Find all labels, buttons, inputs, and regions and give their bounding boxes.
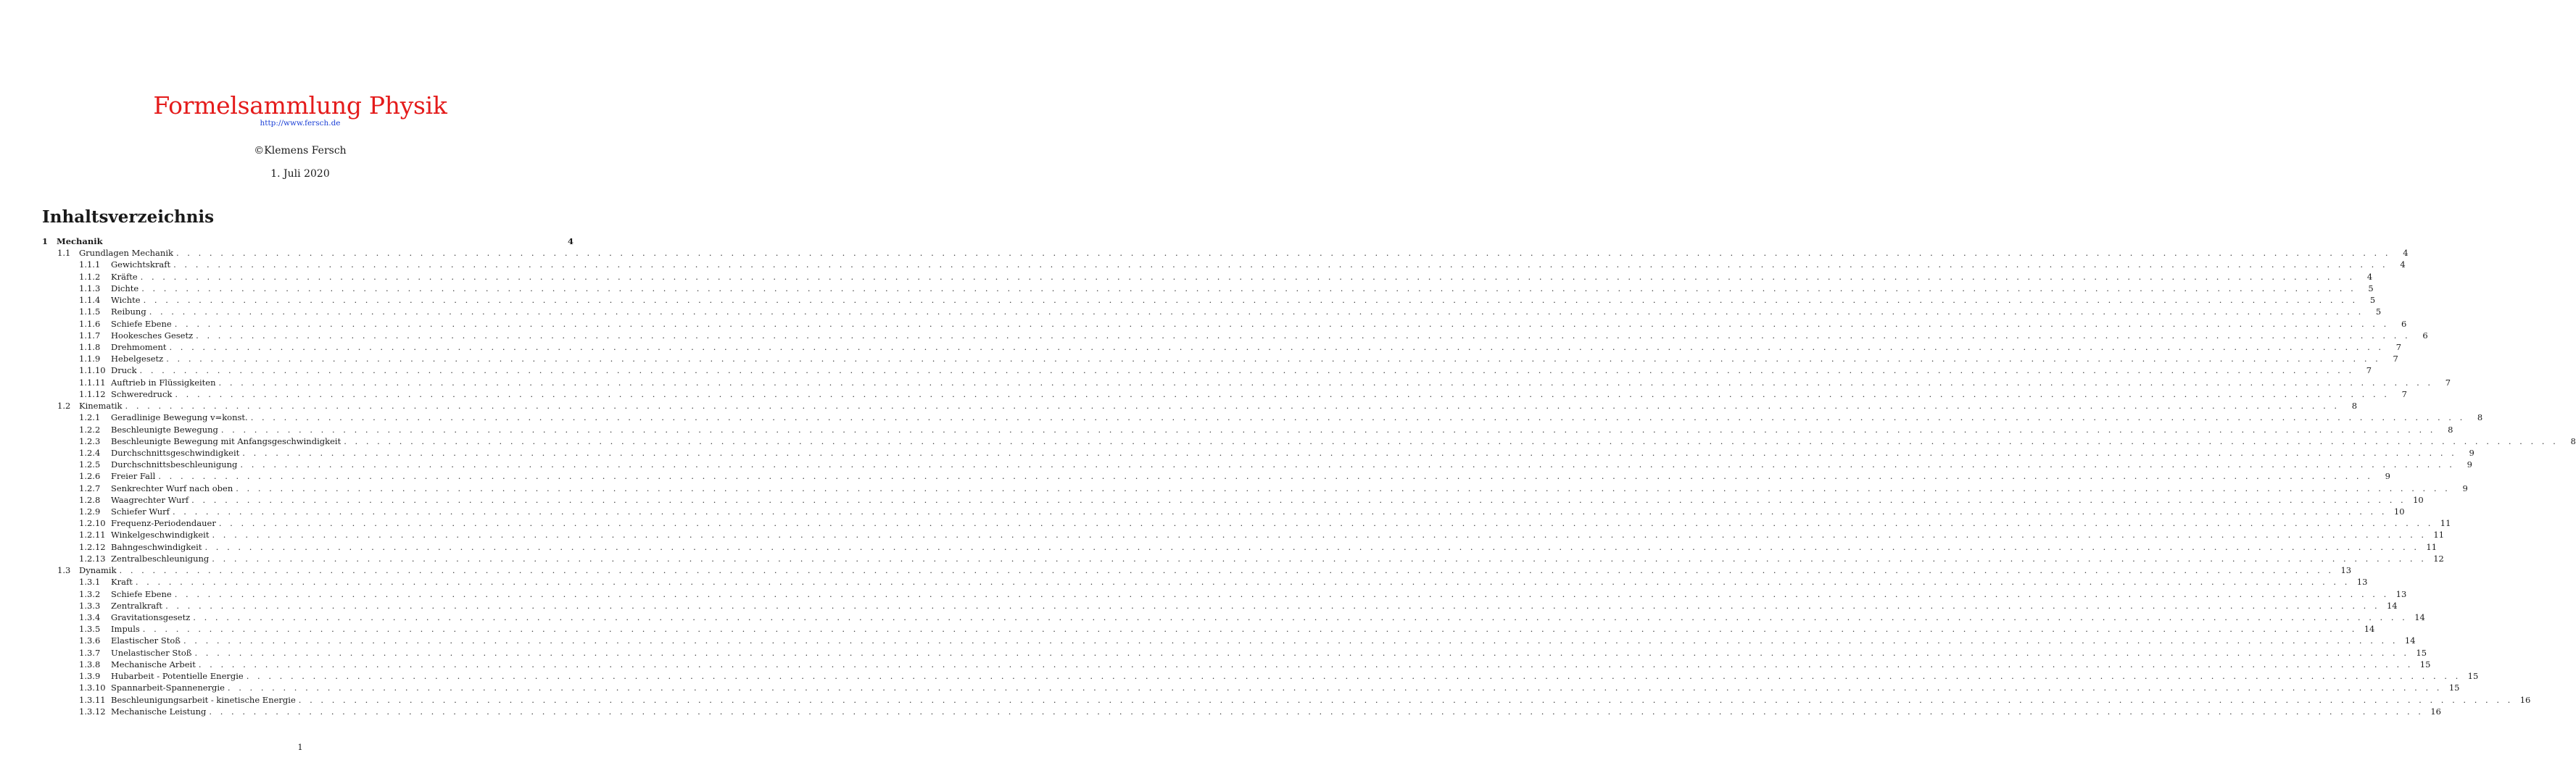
toc-entry-page: 13 (2395, 588, 2407, 599)
toc-entry-number: 1.2.7 (79, 483, 101, 493)
toc-entry-label: Beschleunigte Bewegung mit Anfangsgeschwindigkeit (111, 435, 341, 446)
toc-entry-page: 8 (2570, 435, 2576, 446)
toc-entry-page: 5 (2369, 295, 2376, 306)
toc-entry-label: Hubarbeit - Potentielle Energie (111, 671, 244, 682)
toc-entry-label: Mechanische Leistung (111, 706, 207, 717)
toc-entry-number: 1.1.1 (79, 259, 101, 270)
toc-entry-label: Wichte (111, 295, 141, 306)
toc-entry-label: Mechanische Arbeit (111, 659, 196, 669)
toc-dot-leader: . . . . . . . . . . . . . . . . . . . . . . . . . . . . . . . . . . . . . . . . . . . . . . . . . . . . . . . . . . . . . . . . . . . . . . . . . . . . . . . . . . . . . . . . . . . . . . . . . . . . . . . . . . . . . . . . . . . . . . . . . . . . . . . . . . . . . . . . . . . . . . . . . . . . . . . . . . . . . . . . . . . . . . . . . . . . . . . . . . . . . . . . . . . . . . . . . . . . . . . . (240, 459, 2455, 470)
toc-entry[interactable] (42, 470, 2390, 482)
toc-entry-page: 6 (2401, 318, 2407, 329)
toc-dot-leader: . . . . . . . . . . . . . . . . . . . . . . . . . . . . . . . . . . . . . . . . . . . . . . . . . . . . . . . . . . . . . . . . . . . . . . . . . . . . . . . . . . . . . . . . . . . . . . . . . . . . . . . . . . . . . . . . . . . . . . . . . . . . . . . . . . . . . . . . . . . . . . . . . . . . . . . . . . . . . . . . . . . . . . . . . . . . . . . . . . . . . . . . . . . . . . . . . . . . . . . . (175, 248, 2391, 259)
toc-entry-page: 10 (2393, 506, 2405, 517)
toc-entry-label: Zentralbeschleunigung (111, 553, 210, 564)
toc-entry-number: 1.2.4 (79, 447, 101, 458)
toc-dot-leader: . . . . . . . . . . . . . . . . . . . . . . . . . . . . . . . . . . . . . . . . . . . . . . . . . . . . . . . . . . . . . . . . . . . . . . . . . . . . . . . . . . . . . . . . . . . . . . . . . . . . . . . . . . . . . . . . . . . . . . . . . . . . . . . . . . . . . . . . . . . . . . . . . . . . . . . . . . . . . . . . . . . . . . . . . . . . . . . . . . . . . . . . . . . . . . . . . . . . . . . . (175, 388, 2390, 399)
toc-entry[interactable] (42, 388, 2407, 400)
toc-entry[interactable] (42, 553, 2444, 564)
toc-entry-label: Unelastischer Stoß (111, 647, 192, 658)
toc-entry[interactable] (42, 670, 2479, 682)
toc-entry-page: 11 (2440, 518, 2451, 529)
toc-dot-leader: . . . . . . . . . . . . . . . . . . . . . . . . . . . . . . . . . . . . . . . . . . . . . . . . . . . . . . . . . . . . . . . . . . . . . . . . . . . . . . . . . . . . . . . . . . . . . . . . . . . . . . . . . . . . . . . . . . . . . . . . . . . . . . . . . . . . . . . . . . . . . . . . . . . . . . . . . . . . . . . . . . . . . . . . . . . . . . . . . . . . . . . . . . . . . . . . . . . . . . . . (158, 471, 2373, 482)
toc-entry-number: 1 (42, 236, 49, 246)
toc-entry-number: 1.3 (57, 565, 71, 576)
toc-entry-label: Mechanik (57, 236, 103, 246)
toc-entry[interactable] (42, 647, 2427, 659)
toc-entry-label: Hookesches Gesetz (111, 330, 194, 341)
toc-entry-label: Gewichtskraft (111, 259, 171, 270)
toc-dot-leader: . . . . . . . . . . . . . . . . . . . . . . . . . . . . . . . . . . . . . . . . . . . . . . . . . . . . . . . . . . . . . . . . . . . . . . . . . . . . . . . . . . . . . . . . . . . . . . . . . . . . . . . . . . . . . . . . . . . . . . . . . . . . . . . . . . . . . . . . . . . . . . . . . . . . . . . . . . . . . . . . . . . . . . . . . . . . . . . . . . . . . . . . . . . . . . . . . . . . . . . . (236, 483, 2451, 493)
toc-entry-page: 14 (2414, 612, 2425, 622)
toc-entry-label: Elastischer Stoß (111, 635, 181, 646)
toc-entry-label: Grundlagen Mechanik (79, 248, 173, 259)
toc-entry[interactable] (42, 447, 2474, 459)
toc-entry-number: 1.2.10 (79, 518, 106, 529)
toc-entry-label: Waagrechter Wurf (111, 494, 189, 505)
toc-entry-page: 4 (2366, 271, 2373, 282)
toc-dot-leader: . . . . . . . . . . . . . . . . . . . . . . . . . . . . . . . . . . . . . . . . . . . . . . . . . . . . . . . . . . . . . . . . . . . . . . . . . . . . . . . . . . . . . . . . . . . . . . . . . . . . . . . . . . . . . . . . . . . . . . . . . . . . . . . . . . . . . . . . . . . . . . . . . . . . . . . . . . . . . . . . . . . . . . . . . . . . . . . . . . . . . . . . . . . . . . . . . . . . . . . . (166, 354, 2381, 364)
toc-dot-leader: . . . . . . . . . . . . . . . . . . . . . . . . . . . . . . . . . . . . . . . . . . . . . . . . . . . . . . . . . . . . . . . . . . . . . . . . . . . . . . . . . . . . . . . . . . . . . . . . . . . . . . . . . . . . . . . . . . . . . . . . . . . . . . . . . . . . . . . . . . . . . . . . . . . . . . . . . . . . . . . . . . . . . . . . . . . . . . . . . . . . . . . . . . . . . . . . . . . . . . . . (119, 565, 2335, 576)
toc-entry[interactable] (42, 330, 2428, 341)
toc-entry[interactable] (42, 506, 2405, 517)
toc-entry[interactable] (42, 682, 2460, 693)
toc-entry-page: 15 (2416, 647, 2427, 658)
toc-entry-page: 4 (2400, 259, 2406, 270)
toc-dot-leader: . . . . . . . . . . . . . . . . . . . . . . . . . . . . . . . . . . . . . . . . . . . . . . . . . . . . . . . . . . . . . . . . . . . . . . . . . . . . . . . . . . . . . . . . . . . . . . . . . . . . . . . . . . . . . . . . . . . . . . . . . . . . . . . . . . . . . . . . . . . . . . . . . . . . . . . . . . . . . . . . . . . . . . . . . . . . . . . . . . . . . . . . . . . . . . . . . . . . . . . . (142, 624, 2358, 635)
toc-entry-number: 1.3.3 (79, 600, 101, 611)
toc-dot-leader: . . . . . . . . . . . . . . . . . . . . . . . . . . . . . . . . . . . . . . . . . . . . . . . . . . . . . . . . . . . . . . . . . . . . . . . . . . . . . . . . . . . . . . . . . . . . . . . . . . . . . . . . . . . . . . . . . . . . . . . . . . . . . . . . . . . . . . . . . . . . . . . . . . . . . . . . . . . . . . . . . . . . . . . . . . . . . . . . . . . . . . . . . . . . . . . . . . . . . . . . (191, 494, 2406, 505)
toc-entry-page: 14 (2404, 635, 2416, 646)
toc-entry-label: Hebelgesetz (111, 354, 164, 364)
toc-entry-page: 14 (2364, 624, 2375, 635)
toc-entry-label: Spannarbeit-Spannenergie (111, 683, 225, 693)
toc-entry-number: 1.3.11 (79, 694, 106, 705)
toc-entry-number: 1.2.6 (79, 471, 101, 482)
toc-dot-leader: . . . . . . . . . . . . . . . . . . . . . . . . . . . . . . . . . . . . . . . . . . . . . . . . . . . . . . . . . . . . . . . . . . . . . . . . . . . . . . . . . . . . . . . . . . . . . . . . . . . . . . . . . . . . . . . . . . . . . . . . . . . . . . . . . . . . . . . . . . . . . . . . . . . . . . . . . . . . . . . . . . . . . . . . . . . . . . . . . . . . . . . . . . . . . . . . . . . . . . . . (212, 530, 2427, 541)
toc-entry-number: 1.1.9 (79, 354, 101, 364)
toc-dot-leader: . . . . . . . . . . . . . . . . . . . . . . . . . . . . . . . . . . . . . . . . . . . . . . . . . . . . . . . . . . . . . . . . . . . . . . . . . . . . . . . . . . . . . . . . . . . . . . . . . . . . . . . . . . . . . . . . . . . . . . . . . . . . . . . . . . . . . . . . . . . . . . . . . . . . . . . . . . . . . . . . . . . . . . . . . . . . . . . . . . . . . . . . . . . . . . . . . . . . . . . . (183, 635, 2398, 646)
toc-entry-label: Beschleunigungsarbeit - kinetische Energie (111, 694, 296, 705)
toc-dot-leader: . . . . . . . . . . . . . . . . . . . . . . . . . . . . . . . . . . . . . . . . . . . . . . . . . . . . . . . . . . . . . . . . . . . . . . . . . . . . . . . . . . . . . . . . . . . . . . . . . . . . . . . . . . . . . . . . . . . . . . . . . . . . . . . . . . . . . . . . . . . . . . . . . . . . . . . . . . . . . . . . . . . . . . . . . . . . . . . . . . . . . . . . . . . . . . . . . . . . . . . . (194, 647, 2410, 658)
toc-entry-number: 1.1.12 (79, 388, 106, 399)
toc-entry[interactable] (42, 459, 2472, 470)
toc-dot-leader: . . . . . . . . . . . . . . . . . . . . . . . . . . . . . . . . . . . . . . . . . . . . . . . . . . . . . . . . . . . . . . . . . . . . . . . . . . . . . . . . . . . . . . . . . . . . . . . . . . . . . . . . . . . . . . . . . . . . . . . . . . . . . . . . . . . . . . . . . . . . . . . . . . . . . . . . . . . . . . . . . . . . . . . . . . . . . . . . . . . . . . . . . . . . . . . . . . . . . . . . (212, 553, 2427, 564)
toc-entry-number: 1.3.1 (79, 577, 101, 588)
toc-entry[interactable] (42, 483, 2468, 494)
toc-entry-number: 1.2.3 (79, 435, 101, 446)
toc-dot-leader: . . . . . . . . . . . . . . . . . . . . . . . . . . . . . . . . . . . . . . . . . . . . . . . . . . . . . . . . . . . . . . . . . . . . . . . . . . . . . . . . . . . . . . . . . . . . . . . . . . . . . . . . . . . . . . . . . . . . . . . . . . . . . . . . . . . . . . . . . . . . . . . . . . . . . . . . . . . . . . . . . . . . . . . . . . . . . . . . . . . . . . . . . . . . . . . . . . . . . . . . (149, 306, 2364, 317)
toc-entry[interactable] (42, 259, 2406, 270)
toc-entry-number: 1.1.2 (79, 271, 101, 282)
toc-entry-number: 1.2.5 (79, 459, 101, 470)
toc-dot-leader: . . . . . . . . . . . . . . . . . . . . . . . . . . . . . . . . . . . . . . . . . . . . . . . . . . . . . . . . . . . . . . . . . . . . . . . . . . . . . . . . . . . . . . . . . . . . . . . . . . . . . . . . . . . . . . . . . . . . . . . . . . . . . . . . . . . . . . . . . . . . . . . . . . . . . . . . . . . . . . . . . . . . . . . . . . . . . . . . . . . . . . . . . . . . . . . . . . . . . . . . (174, 588, 2390, 599)
table-of-contents (42, 235, 2576, 717)
toc-entry[interactable] (42, 588, 2407, 600)
toc-entry-page: 4 (567, 236, 573, 246)
toc-entry[interactable] (42, 306, 2382, 317)
toc-entry[interactable] (42, 353, 2398, 364)
toc-entry-number: 1.1.4 (79, 295, 101, 306)
toc-entry-label: Drehmoment (111, 341, 167, 352)
toc-entry-number: 1.3.8 (79, 659, 101, 669)
toc-entry[interactable] (42, 412, 2483, 423)
toc-entry-page: 9 (2385, 471, 2390, 482)
toc-entry[interactable] (42, 659, 2431, 670)
toc-entry-page: 16 (2519, 694, 2531, 705)
toc-dot-leader: . . . . . . . . . . . . . . . . . . . . . . . . . . . . . . . . . . . . . . . . . . . . . . . . . . . . . . . . . . . . . . . . . . . . . . . . . . . . . . . . . . . . . . . . . . . . . . . . . . . . . . . . . . . . . . . . . . . . . . . . . . . . . . . . . . . . . . . . . . . . . . . . . . . . . . . . . . . . . . . . . . . . . . . . . . . . . . . . . . . . . . . . . . . . . . . . . . . . . . . . (193, 612, 2408, 622)
toc-entry-page: 9 (2469, 447, 2474, 458)
toc-dot-leader: . . . . . . . . . . . . . . . . . . . . . . . . . . . . . . . . . . . . . . . . . . . . . . . . . . . . . . . . . . . . . . . . . . . . . . . . . . . . . . . . . . . . . . . . . . . . . . . . . . . . . . . . . . . . . . . . . . . . . . . . . . . . . . . . . . . . . . . . . . . . . . . . . . . . . . . . . . . . . . . . . . . . . . . . . . . . . . . . . . . . . . . . . . . . . . . . . . . . . . . . (242, 447, 2457, 458)
toc-entry-page: 12 (2433, 553, 2444, 564)
toc-entry-label: Winkelgeschwindigkeit (111, 530, 210, 541)
toc-entry-number: 1.2 (57, 401, 71, 412)
toc-entry-number: 1.3.4 (79, 612, 101, 622)
toc-entry-page: 7 (2445, 377, 2451, 388)
author: ©Klemens Fersch (254, 145, 347, 157)
toc-entry-number: 1.3.10 (79, 683, 106, 693)
toc-dot-leader: . . . . . . . . . . . . . . . . . . . . . . . . . . . . . . . . . . . . . . . . . . . . . . . . . . . . . . . . . . . . . . . . . . . . . . . . . . . . . . . . . . . . . . . . . . . . . . . . . . . . . . . . . . . . . . . . . . . . . . . . . . . . . . . . . . . . . . . . . . . . . . . . . . . . . . . . . . . . . . . . . . . . . . . . . . . . . . . . . . . . . . . . . . . . . . . . . . . . . . . . (165, 600, 2380, 611)
toc-entry-page: 13 (2356, 577, 2368, 588)
toc-entry-label: Impuls (111, 624, 140, 635)
toc-entry-label: Geradlinige Bewegung v=konst. (111, 412, 248, 423)
toc-dot-leader: . . . . . . . . . . . . . . . . . . . . . . . . . . . . . . . . . . . . . . . . . . . . . . . . . . . . . . . . . . . . . . . . . . . . . . . . . . . . . . . . . . . . . . . . . . . . . . . . . . . . . . . . . . . . . . . . . . . . . . . . . . . . . . . . . . . . . . . . . . . . . . . . . . . . . . . . . . . . . . . . . . . . . . . . . . . . . . . . . . . . . . . . . . . . . . . . . . . . . . . . (139, 365, 2355, 376)
toc-dot-leader: . . . . . . . . . . . . . . . . . . . . . . . . . . . . . . . . . . . . . . . . . . . . . . . . . . . . . . . . . . . . . . . . . . . . . . . . . . . . . . . . . . . . . . . . . . . . . . . . . . . . . . . . . . . . . . . . . . . . . . . . . . . . . . . . . . . . . . . . . . . . . . . . . . . . . . . . . . . . . . . . . . . . . . . . . . . . . . . . . . . . . . . . . . . . . . . . . . . . . . . . (218, 518, 2434, 529)
toc-entry[interactable] (42, 283, 2374, 294)
toc-dot-leader: . . . . . . . . . . . . . . . . . . . . . . . . . . . . . . . . . . . . . . . . . . . . . . . . . . . . . . . . . . . . . . . . . . . . . . . . . . . . . . . . . . . . . . . . . . . . . . . . . . . . . . . . . . . . . . . . . . . . . . . . . . . . . . . . . . . . . . . . . . . . . . . . . . . . . . . . . . . . . . . . . . . . . . . . . . . . . . . . . . . . . . . . . . . . . . . . . . . . . . . . (204, 541, 2420, 552)
document-title: Formelsammlung Physik (153, 91, 447, 120)
toc-entry-number: 1.3.12 (79, 706, 106, 717)
toc-entry[interactable] (42, 341, 2402, 353)
toc-entry-label: Auftrieb in Flüssigkeiten (111, 377, 216, 388)
toc-entry-page: 11 (2426, 541, 2438, 552)
toc-dot-leader: . . . . . . . . . . . . . . . . . . . . . . . . . . . . . . . . . . . . . . . . . . . . . . . . . . . . . . . . . . . . . . . . . . . . . . . . . . . . . . . . . . . . . . . . . . . . . . . . . . . . . . . . . . . . . . . . . . . . . . . . . . . . . . . . . . . . . . . . . . . . . . . . . . . . . . . . . . . . . . . . . . . . . . . . . . . . . . . . . . . . . . . . . . . . . . . . . . . . . . . . (169, 341, 2385, 352)
toc-entry[interactable] (42, 635, 2416, 646)
toc-entry-label: Kraft (111, 577, 133, 588)
toc-entry-page: 7 (2366, 365, 2372, 376)
toc-entry-page: 14 (2386, 600, 2398, 611)
toc-heading: Inhaltsverzeichnis (42, 207, 215, 227)
toc-entry-number: 1.1.11 (79, 377, 106, 388)
toc-entry-number: 1.3.6 (79, 635, 101, 646)
toc-entry-number: 1.3.9 (79, 671, 101, 682)
toc-entry-page: 9 (2462, 483, 2468, 493)
toc-dot-leader: . . . . . . . . . . . . . . . . . . . . . . . . . . . . . . . . . . . . . . . . . . . . . . . . . . . . . . . . . . . . . . . . . . . . . . . . . . . . . . . . . . . . . . . . . . . . . . . . . . . . . . . . . . . . . . . . . . . . . . . . . . . . . . . . . . . . . . . . . . . . . . . . . . . . . . . . . . . . . . . . . . . . . . . . . . . . . . . . . . . . . . . . . . . . . . . . . . . . . . . . (298, 694, 2514, 705)
toc-entry-number: 1.2.9 (79, 506, 101, 517)
toc-dot-leader: . . . . . . . . . . . . . . . . . . . . . . . . . . . . . . . . . . . . . . . . . . . . . . . . . . . . . . . . . . . . . . . . . . . . . . . . . . . . . . . . . . . . . . . . . . . . . . . . . . . . . . . . . . . . . . . . . . . . . . . . . . . . . . . . . . . . . . . . . . . . . . . . . . . . . . . . . . . . . . . . . . . . . . . . . . . . . . . . . . . . . . . . . . . . . . . . . . . . . . . . (344, 435, 2559, 446)
toc-dot-leader: . . . . . . . . . . . . . . . . . . . . . . . . . . . . . . . . . . . . . . . . . . . . . . . . . . . . . . . . . . . . . . . . . . . . . . . . . . . . . . . . . . . . . . . . . . . . . . . . . . . . . . . . . . . . . . . . . . . . . . . . . . . . . . . . . . . . . . . . . . . . . . . . . . . . . . . . . . . . . . . . . . . . . . . . . . . . . . . . . . . . . . . . . . . . . . . . . . . . . . . . (140, 271, 2356, 282)
toc-entry-number: 1.1.3 (79, 283, 101, 293)
toc-dot-leader: . . . . . . . . . . . . . . . . . . . . . . . . . . . . . . . . . . . . . . . . . . . . . . . . . . . . . . . . . . . . . . . . . . . . . . . . . . . . . . . . . . . . . . . . . . . . . . . . . . . . . . . . . . . . . . . . . . . . . . . . . . . . . . . . . . . . . . . . . . . . . . . . . . . . . . . . . . . . . . . . . . . . . . . . . . . . . . . . . . . . . . . . . . . . . . . . . . . . . . . . (250, 412, 2466, 423)
toc-entry[interactable] (42, 424, 2453, 435)
toc-entry-page: 15 (2419, 659, 2431, 669)
toc-entry-page: 5 (2368, 283, 2374, 293)
toc-entry-page: 5 (2375, 306, 2382, 317)
toc-entry-label: Druck (111, 365, 137, 376)
toc-entry[interactable] (42, 318, 2407, 330)
toc-entry-number: 1.1.5 (79, 306, 101, 317)
toc-entry-page: 7 (2401, 388, 2407, 399)
toc-entry[interactable] (42, 271, 2373, 283)
toc-entry-label: Zentralkraft (111, 600, 163, 611)
toc-dot-leader: . . . . . . . . . . . . . . . . . . . . . . . . . . . . . . . . . . . . . . . . . . . . . . . . . . . . . . . . . . . . . . . . . . . . . . . . . . . . . . . . . . . . . . . . . . . . . . . . . . . . . . . . . . . . . . . . . . . . . . . . . . . . . . . . . . . . . . . . . . . . . . . . . . . . . . . . . . . . . . . . . . . . . . . . . . . . . . . . . . . . . . . . . . . . . . . . . . . . . . . . (246, 671, 2461, 682)
toc-entry-page: 15 (2467, 671, 2479, 682)
toc-entry[interactable] (42, 706, 2441, 717)
toc-entry[interactable] (42, 612, 2425, 623)
toc-entry-label: Durchschnittsgeschwindigkeit (111, 447, 240, 458)
toc-entry-page: 11 (2433, 530, 2445, 541)
toc-entry-number: 1.1.6 (79, 318, 101, 329)
toc-dot-leader: . . . . . . . . . . . . . . . . . . . . . . . . . . . . . . . . . . . . . . . . . . . . . . . . . . . . . . . . . . . . . . . . . . . . . . . . . . . . . . . . . . . . . . . . . . . . . . . . . . . . . . . . . . . . . . . . . . . . . . . . . . . . . . . . . . . . . . . . . . . . . . . . . . . . . . . . . . . . . . . . . . . . . . . . . . . . . . . . . . . . . . . . . . . . . . . . . . . . . . . . (141, 283, 2356, 293)
toc-dot-leader: . . . . . . . . . . . . . . . . . . . . . . . . . . . . . . . . . . . . . . . . . . . . . . . . . . . . . . . . . . . . . . . . . . . . . . . . . . . . . . . . . . . . . . . . . . . . . . . . . . . . . . . . . . . . . . . . . . . . . . . . . . . . . . . . . . . . . . . . . . . . . . . . . . . . . . . . . . . . . . . . . . . . . . . . . . . . . . . . . . . . . . . . . . . . . . . . . . . . . . . . (174, 318, 2390, 329)
toc-entry[interactable] (42, 541, 2438, 553)
toc-dot-leader: . . . . . . . . . . . . . . . . . . . . . . . . . . . . . . . . . . . . . . . . . . . . . . . . . . . . . . . . . . . . . . . . . . . . . . . . . . . . . . . . . . . . . . . . . . . . . . . . . . . . . . . . . . . . . . . . . . . . . . . . . . . . . . . . . . . . . . . . . . . . . . . . . . . . . . . . . . . . . . . . . . . . . . . . . . . . . . . . . . . . . . . . . . . . . . . . . . . . . . . . (220, 424, 2436, 435)
toc-dot-leader: . . . . . . . . . . . . . . . . . . . . . . . . . . . . . . . . . . . . . . . . . . . . . . . . . . . . . . . . . . . . . . . . . . . . . . . . . . . . . . . . . . . . . . . . . . . . . . . . . . . . . . . . . . . . . . . . . . . . . . . . . . . . . . . . . . . . . . . . . . . . . . . . . . . . . . . . . . . . . . . . . . . . . . . . . . . . . . . . . . . . . . . . . . . . . . . . . . . . . . . . (125, 401, 2340, 412)
toc-entry-number: 1.3.7 (79, 647, 101, 658)
toc-entry[interactable] (42, 576, 2368, 588)
toc-entry-number: 1.3.5 (79, 624, 101, 635)
toc-entry[interactable] (42, 435, 2576, 447)
toc-dot-leader: . . . . . . . . . . . . . . . . . . . . . . . . . . . . . . . . . . . . . . . . . . . . . . . . . . . . . . . . . . . . . . . . . . . . . . . . . . . . . . . . . . . . . . . . . . . . . . . . . . . . . . . . . . . . . . . . . . . . . . . . . . . . . . . . . . . . . . . . . . . . . . . . . . . . . . . . . . . . . . . . . . . . . . . . . . . . . . . . . . . . . . . . . . . . . . . . . . . . . . . . (196, 330, 2411, 341)
toc-entry[interactable] (42, 235, 573, 247)
toc-entry[interactable] (42, 364, 2372, 376)
toc-entry-label: Dichte (111, 283, 139, 293)
toc-entry-page: 8 (2448, 424, 2453, 435)
toc-dot-leader: . . . . . . . . . . . . . . . . . . . . . . . . . . . . . . . . . . . . . . . . . . . . . . . . . . . . . . . . . . . . . . . . . . . . . . . . . . . . . . . . . . . . . . . . . . . . . . . . . . . . . . . . . . . . . . . . . . . . . . . . . . . . . . . . . . . . . . . . . . . . . . . . . . . . . . . . . . . . . . . . . . . . . . . . . . . . . . . . . . . . . . . . . . . . . . . . . . . . . . . . (198, 659, 2414, 669)
toc-entry-label: Reibung (111, 306, 146, 317)
toc-entry[interactable] (42, 529, 2445, 541)
toc-entry-label: Frequenz-Periodendauer (111, 518, 216, 529)
toc-entry-page: 6 (2422, 330, 2428, 341)
toc-entry-number: 1.2.11 (79, 530, 106, 541)
toc-entry-number: 1.2.13 (79, 553, 106, 564)
toc-entry[interactable] (42, 517, 2451, 529)
toc-entry-number: 1.3.2 (79, 588, 101, 599)
toc-entry-page: 13 (2340, 565, 2352, 576)
toc-entry-label: Schiefer Wurf (111, 506, 170, 517)
toc-entry-label: Gravitationsgesetz (111, 612, 191, 622)
toc-dot-leader: . . . . . . . . . . . . . . . . . . . . . . . . . . . . . . . . . . . . . . . . . . . . . . . . . . . . . . . . . . . . . . . . . . . . . . . . . . . . . . . . . . . . . . . . . . . . . . . . . . . . . . . . . . . . . . . . . . . . . . . . . . . . . . . . . . . . . . . . . . . . . . . . . . . . . . . . . . . . . . . . . . . . . . . . . . . . . . . . . . . . . . . . . . . . . . . . . . . . . . . . (173, 259, 2388, 270)
toc-entry[interactable] (42, 494, 2424, 506)
toc-entry-label: Schiefe Ebene (111, 588, 172, 599)
toc-entry-page: 4 (2403, 248, 2409, 259)
toc-entry[interactable] (42, 377, 2451, 388)
toc-dot-leader: . . . . . . . . . . . . . . . . . . . . . . . . . . . . . . . . . . . . . . . . . . . . . . . . . . . . . . . . . . . . . . . . . . . . . . . . . . . . . . . . . . . . . . . . . . . . . . . . . . . . . . . . . . . . . . . . . . . . . . . . . . . . . . . . . . . . . . . . . . . . . . . . . . . . . . . . . . . . . . . . . . . . . . . . . . . . . . . . . . . . . . . . . . . . . . . . . . . . . . . . (135, 577, 2351, 588)
toc-entry[interactable] (42, 400, 2358, 412)
toc-entry-page: 9 (2467, 459, 2472, 470)
page-number: 1 (297, 742, 303, 752)
toc-entry-page: 15 (2448, 683, 2460, 693)
toc-entry[interactable] (42, 247, 2409, 259)
toc-dot-leader: . . . . . . . . . . . . . . . . . . . . . . . . . . . . . . . . . . . . . . . . . . . . . . . . . . . . . . . . . . . . . . . . . . . . . . . . . . . . . . . . . . . . . . . . . . . . . . . . . . . . . . . . . . . . . . . . . . . . . . . . . . . . . . . . . . . . . . . . . . . . . . . . . . . . . . . . . . . . . . . . . . . . . . . . . . . . . . . . . . . . . . . . . . . . . . . . . . . . . . . . (218, 377, 2434, 388)
publication-date: 1. Juli 2020 (270, 168, 330, 180)
website-link[interactable]: http://www.fersch.de (260, 119, 341, 128)
toc-entry-label: Kräfte (111, 271, 138, 282)
toc-entry-page: 7 (2393, 354, 2398, 364)
toc-entry-label: Schiefe Ebene (111, 318, 172, 329)
toc-entry-page: 8 (2351, 401, 2358, 412)
toc-entry[interactable] (42, 600, 2398, 612)
toc-entry-label: Freier Fall (111, 471, 156, 482)
toc-entry-page: 7 (2395, 341, 2402, 352)
toc-dot-leader: . . . . . . . . . . . . . . . . . . . . . . . . . . . . . . . . . . . . . . . . . . . . . . . . . . . . . . . . . . . . . . . . . . . . . . . . . . . . . . . . . . . . . . . . . . . . . . . . . . . . . . . . . . . . . . . . . . . . . . . . . . . . . . . . . . . . . . . . . . . . . . . . . . . . . . . . . . . . . . . . . . . . . . . . . . . . . . . . . . . . . . . . . . . . . . . . . . . . . . . . (143, 295, 2358, 306)
toc-entry-label: Durchschnittsbeschleunigung (111, 459, 238, 470)
toc-entry-label: Dynamik (79, 565, 117, 576)
toc-entry-label: Bahngeschwindigkeit (111, 541, 202, 552)
toc-entry-page: 8 (2477, 412, 2483, 423)
toc-entry-number: 1.1.8 (79, 341, 101, 352)
toc-entry-number: 1.2.8 (79, 494, 101, 505)
toc-dot-leader: . . . . . . . . . . . . . . . . . . . . . . . . . . . . . . . . . . . . . . . . . . . . . . . . . . . . . . . . . . . . . . . . . . . . . . . . . . . . . . . . . . . . . . . . . . . . . . . . . . . . . . . . . . . . . . . . . . . . . . . . . . . . . . . . . . . . . . . . . . . . . . . . . . . . . . . . . . . . . . . . . . . . . . . . . . . . . . . . . . . . . . . . . . . . . . . . . . . . . . . . (209, 706, 2424, 717)
toc-entry-label: Kinematik (79, 401, 123, 412)
toc-entry[interactable] (42, 564, 2352, 576)
toc-entry[interactable] (42, 694, 2531, 706)
toc-entry-number: 1.2.1 (79, 412, 101, 423)
toc-entry-page: 16 (2430, 706, 2441, 717)
toc-entry[interactable] (42, 623, 2375, 635)
toc-entry-number: 1.1.7 (79, 330, 101, 341)
toc-entry-label: Schweredruck (111, 388, 173, 399)
toc-entry[interactable] (42, 294, 2376, 306)
toc-entry-number: 1.1 (57, 248, 71, 259)
toc-entry-number: 1.2.2 (79, 424, 101, 435)
toc-entry-label: Senkrechter Wurf nach oben (111, 483, 233, 493)
toc-dot-leader: . . . . . . . . . . . . . . . . . . . . . . . . . . . . . . . . . . . . . . . . . . . . . . . . . . . . . . . . . . . . . . . . . . . . . . . . . . . . . . . . . . . . . . . . . . . . . . . . . . . . . . . . . . . . . . . . . . . . . . . . . . . . . . . . . . . . . . . . . . . . . . . . . . . . . . . . . . . . . . . . . . . . . . . . . . . . . . . . . . . . . . . . . . . . . . . . . . . . . . . . (172, 506, 2387, 517)
toc-entry-label: Beschleunigte Bewegung (111, 424, 218, 435)
toc-entry-number: 1.2.12 (79, 541, 106, 552)
toc-entry-number: 1.1.10 (79, 365, 106, 376)
toc-entry-page: 10 (2413, 494, 2424, 505)
toc-dot-leader: . . . . . . . . . . . . . . . . . . . . . . . . . . . . . . . . . . . . . . . . . . . . . . . . . . . . . . . . . . . . . . . . . . . . . . . . . . . . . . . . . . . . . . . . . . . . . . . . . . . . . . . . . . . . . . . . . . . . . . . . . . . . . . . . . . . . . . . . . . . . . . . . . . . . . . . . . . . . . . . . . . . . . . . . . . . . . . . . . . . . . . . . . . . . . . . . . . . . . . . . (227, 683, 2443, 693)
